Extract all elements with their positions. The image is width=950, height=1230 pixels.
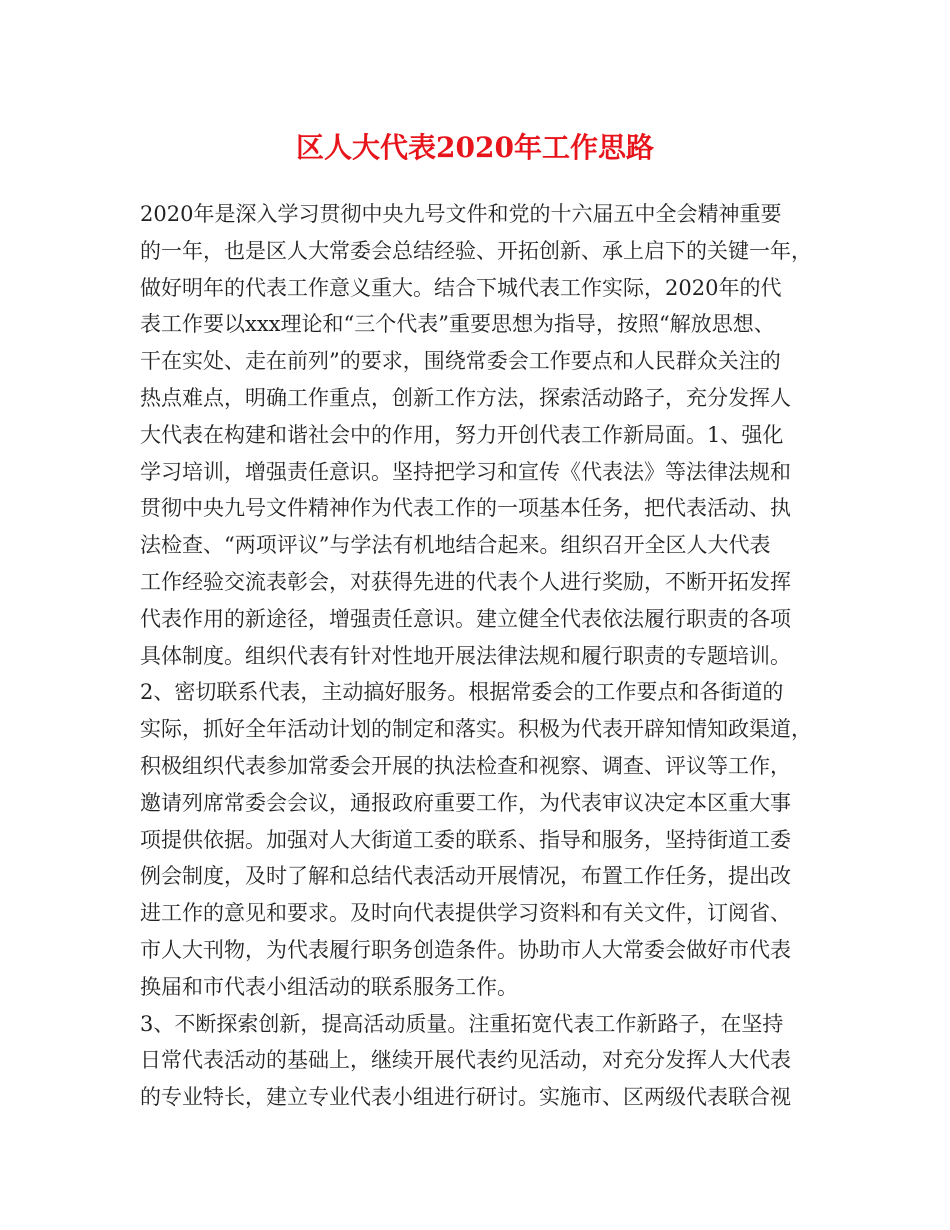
body-line: 3、不断探索创新，提高活动质量。注重拓宽代表工作新路子，在坚持 (140, 1011, 784, 1036)
body-line: 2020年是深入学习贯彻中央九号文件和党的十六届五中全会精神重要 (140, 202, 782, 226)
body-line: 市人大刊物，为代表履行职务创造条件。协助市人大常委会做好市代表 (140, 937, 791, 962)
body-line: 做好明年的代表工作意义重大。结合下城代表工作实际，2020年的代 (140, 275, 782, 300)
body-line: 贯彻中央九号文件精神作为代表工作的一项基本任务，把代表活动、执 (140, 496, 791, 521)
body-line: 表工作要以xxx理论和“三个代表”重要思想为指导，按照“解放思想、 (140, 312, 775, 337)
body-line: 换届和市代表小组活动的联系服务工作。 (140, 974, 518, 999)
body-line: 2、密切联系代表，主动搞好服务。根据常委会的工作要点和各街道的 (140, 680, 784, 705)
body-line: 的专业特长，建立专业代表小组进行研讨。实施市、区两级代表联合视 (140, 1085, 791, 1110)
body-line: 代表作用的新途径，增强责任意识。建立健全代表依法履行职责的各项 (140, 606, 791, 631)
body-line: 大代表在构建和谐社会中的作用，努力开创代表工作新局面。1、强化 (140, 422, 784, 447)
body-line: 积极组织代表参加常委会开展的执法检查和视察、调查、评议等工作， (140, 753, 791, 778)
body-line: 项提供依据。加强对人大街道工委的联系、指导和服务，坚持街道工委 (140, 827, 791, 852)
body-line: 例会制度，及时了解和总结代表活动开展情况，布置工作任务，提出改 (140, 864, 791, 889)
body-line: 具体制度。组织代表有针对性地开展法律法规和履行职责的专题培训。 (140, 643, 791, 668)
body-line: 邀请列席常委会会议，通报政府重要工作，为代表审议决定本区重大事 (140, 790, 791, 815)
body-line: 的一年，也是区人大常委会总结经验、开拓创新、承上启下的关键一年， (140, 238, 812, 263)
body-line: 日常代表活动的基础上，继续开展代表约见活动，对充分发挥人大代表 (140, 1048, 791, 1073)
document-title: 区人大代表2020年工作思路 (296, 131, 654, 164)
body-line: 学习培训，增强责任意识。坚持把学习和宣传《代表法》等法律法规和 (140, 459, 791, 484)
body-line: 工作经验交流表彰会，对获得先进的代表个人进行奖励，不断开拓发挥 (140, 569, 791, 594)
body-line: 进工作的意见和要求。及时向代表提供学习资料和有关文件，订阅省、 (140, 901, 791, 926)
document-body (140, 196, 820, 1116)
body-line: 法检查、“两项评议”与学法有机地结合起来。组织召开全区人大代表 (140, 533, 771, 558)
body-line: 热点难点，明确工作重点，创新工作方法，探索活动路子，充分发挥人 (140, 385, 791, 410)
body-line: 实际，抓好全年活动计划的制定和落实。积极为代表开辟知情知政渠道， (140, 717, 812, 742)
body-line: 干在实处、走在前列”的要求，围绕常委会工作要点和人民群众关注的 (140, 349, 781, 374)
